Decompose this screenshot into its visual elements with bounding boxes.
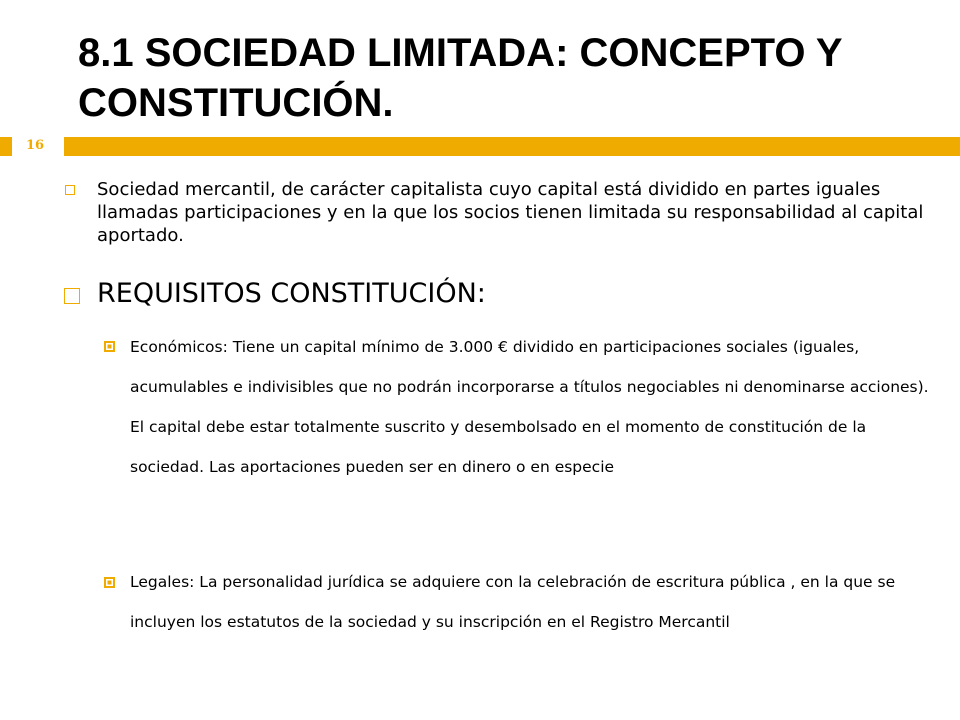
filled-square-bullet-icon bbox=[104, 341, 115, 352]
square-bullet-icon bbox=[64, 288, 80, 304]
page-number: 16 bbox=[12, 133, 58, 159]
intro-paragraph: Sociedad mercantil, de carácter capitalista cuyo capital está dividido en partes iguales llamadas participaciones y en la que los socios tienen limitada su responsabilidad al capital aportado. bbox=[97, 179, 924, 246]
requisitos-heading: REQUISITOS CONSTITUCIÓN: bbox=[97, 278, 486, 309]
accent-bar-left bbox=[0, 137, 12, 156]
slide-title: 8.1 SOCIEDAD LIMITADA: CONCEPTO Y CONSTITUCIÓN. bbox=[78, 31, 842, 125]
square-bullet-icon bbox=[65, 185, 75, 195]
economicos-paragraph: Económicos: Tiene un capital mínimo de 3.000 € dividido en participaciones sociales (iguales, acumulables e indivisibles que no podrán incorporarse a títulos negociables ni denominarse acciones). El capital debe estar totalmente suscrito y desembolsado en el momento de constitución de la sociedad. Las aportaciones pueden ser en dinero o en especie bbox=[130, 338, 929, 476]
legales-paragraph: Legales: La personalidad jurídica se adquiere con la celebración de escritura pública , en la que se incluyen los estatutos de la sociedad y su inscripción en el Registro Mercantil bbox=[130, 573, 896, 631]
filled-square-bullet-icon bbox=[104, 577, 115, 588]
accent-bar-right bbox=[64, 137, 960, 156]
